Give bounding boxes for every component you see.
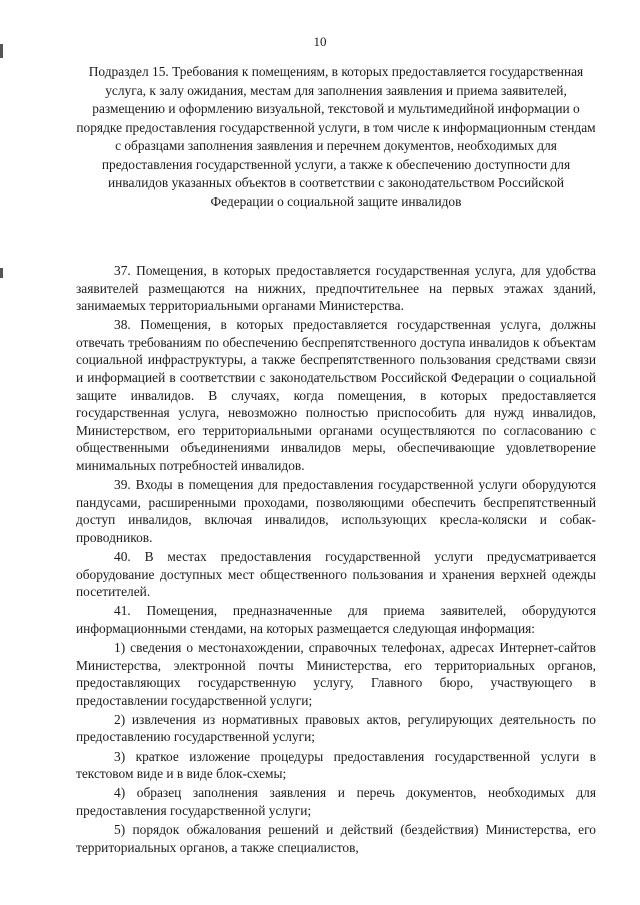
paragraph-37: 37. Помещения, в которых предоставляется государственная услуга, для удобства заявителей размещаются на нижних, предпочтительнее на первых этажах зданий, занимаемых территориальными органами Министерства. (76, 263, 596, 314)
paragraph-41: 41. Помещения, предназначенные для приема заявителей, оборудуются информационными стендами, на которых размещается следующая информация: (76, 603, 596, 636)
list-item-5: 5) порядок обжалования решений и действий (бездействия) Министерства, его территориальных органов, а также специалистов, (76, 821, 596, 855)
section-heading: Подраздел 15. Требования к помещениям, в которых предоставляется государственная услуга, к залу ожидания, местам для заполнения заявления и приема заявителей, размещению и оформлению визуальной, текстовой и мультимедийной информации о порядке предоставления государственной услуги, в том числе к информационным стендам с образцами заполнения заявления и перечнем документов, необходимых для предоставления государственной услуги, а также к обеспечению доступности для инвалидов указанных объектов в соответствии с законодательством Российской Федерации о социальной защите инвалидов (76, 64, 596, 209)
list-item-4: 4) образец заполнения заявления и перечь документов, необходимых для предоставления государственной услуги; (76, 785, 596, 818)
scan-edge-mark (0, 268, 3, 278)
page-number: 10 (313, 34, 327, 49)
list-item-1: 1) сведения о местонахождении, справочных телефонах, адресах Интернет-сайтов Министерства, электронной почты Министерства, его территориальных органов, предоставляющих государственную услугу, Главного бюро, участвующего в предоставлении государственной услуги; (76, 639, 596, 708)
paragraph-38: 38. Помещения, в которых предоставляется государственная услуга, должны отвечать требованиям по обеспечению беспрепятственного доступа инвалидов к объектам социальной инфраструктуры, а также беспрепятственного пользования средствами связи и информацией в соответствии с законодательством Российской Федерации о социальной защите инвалидов. В случаях, когда помещения, в которых предоставляется государственная услуга, невозможно полностью приспособить для нужд инвалидов, Министерством, его территориальными органами осуществляются по согласованию с общественными объединениями инвалидов меры, обеспечивающие удовлетворение минимальных потребностей инвалидов. (76, 317, 596, 474)
paragraph-40: 40. В местах предоставления государственной услуги предусматривается оборудование доступных мест общественного пользования и хранения верхней одежды посетителей. (76, 549, 596, 600)
document-body (76, 262, 596, 858)
paragraph-39: 39. Входы в помещения для предоставления государственной услуги оборудуются пандусами, расширенными проходами, позволяющими обеспечить беспрепятственный доступ инвалидов, включая инвалидов, использующих кресла-коляски и собак-проводников. (76, 477, 596, 545)
list-item-3: 3) краткое изложение процедуры предоставления государственной услуги в текстовом виде и в виде блок-схемы; (76, 748, 596, 782)
list-item-2: 2) извлечения из нормативных правовых актов, регулирующих деятельность по предоставлению государственной услуги; (76, 711, 596, 745)
